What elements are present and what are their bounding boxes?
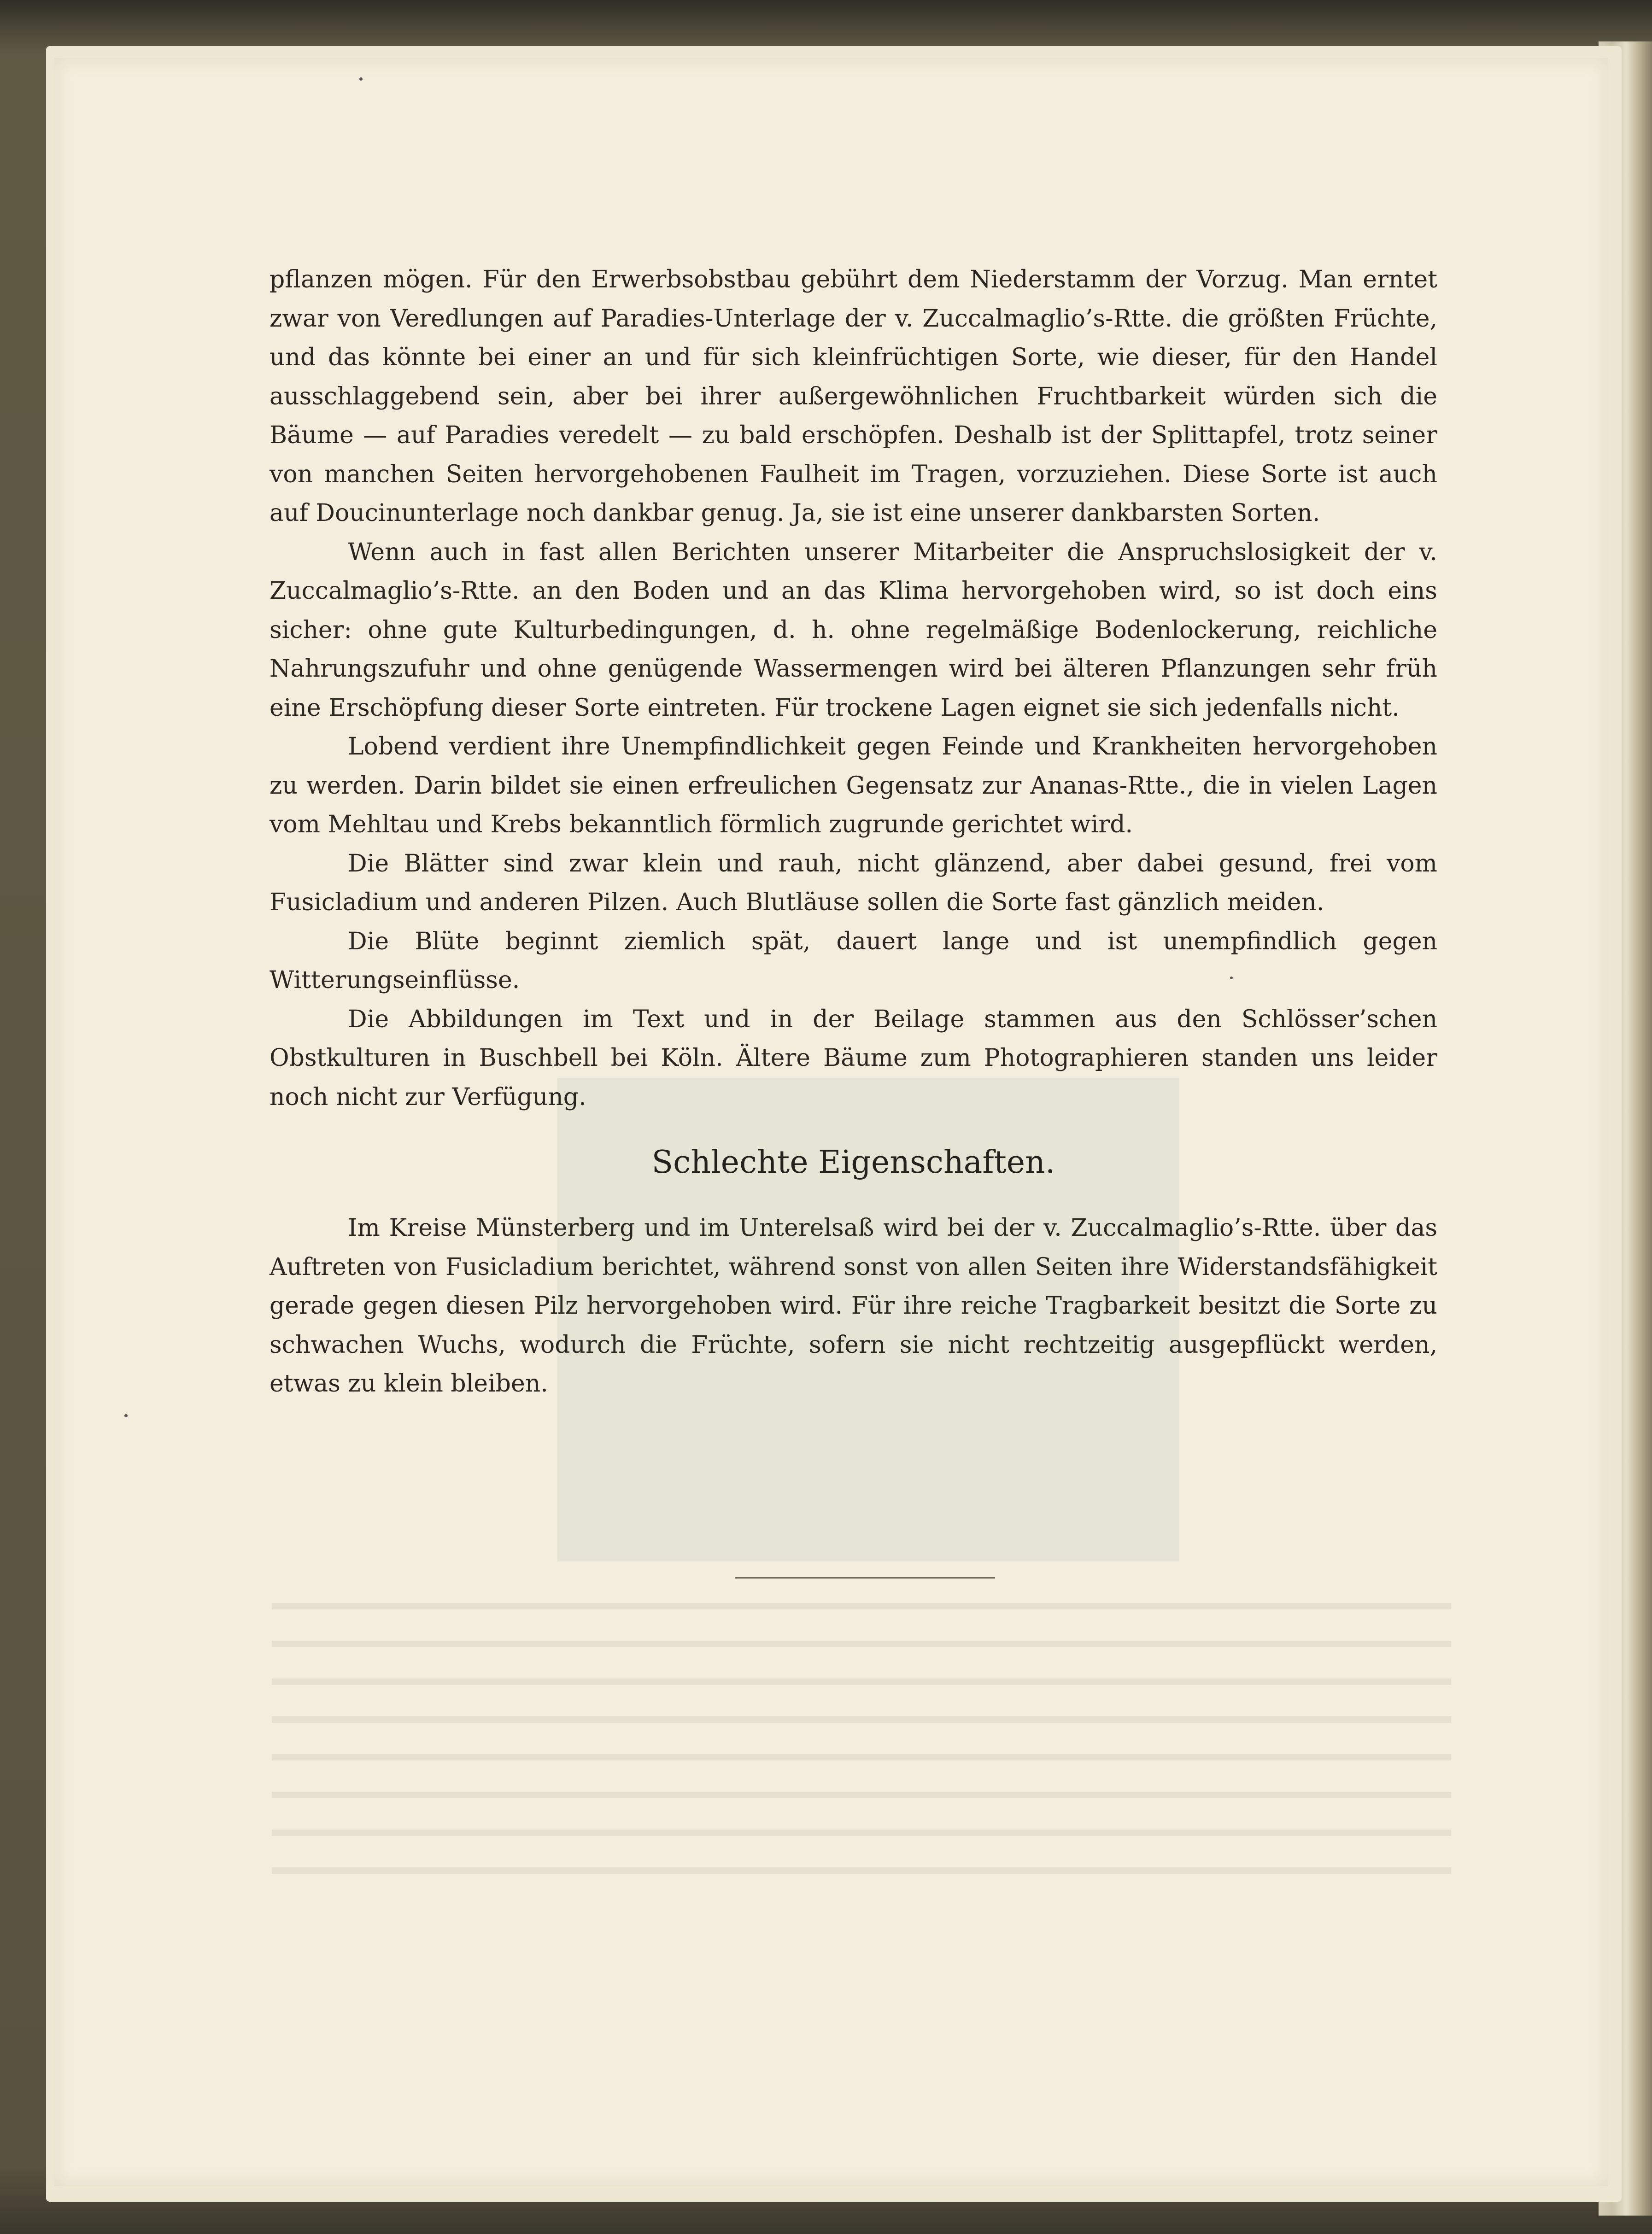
paper-speck	[124, 1414, 128, 1417]
paper-speck	[359, 77, 363, 81]
paragraph: Wenn auch in fast allen Berichten unserer Mitarbeiter die Anspruchslosigkeit der v. Zuccalmaglio’s-Rtte. an den Boden und an das Klima hervorgehoben wird, so ist doch eins sicher: ohne gute Kulturbedingungen, d. h. ohne regelmäßige Bodenlockerung, reichliche Nahrungszufuhr und ohne genügende Wassermengen wird bei älteren Pflanzungen sehr früh eine Erschöpfung dieser Sorte eintreten. Für trockene Lagen eignet sie sich jedenfalls nicht.	[269, 538, 1437, 722]
paragraph: Die Blüte beginnt ziemlich spät, dauert lange und ist unempfindlich gegen Witterungseinflüsse.	[269, 927, 1437, 994]
paragraph: Die Blätter sind zwar klein und rauh, nicht glänzend, aber dabei gesund, frei vom Fusicladium und anderen Pilzen. Auch Blutläuse sollen die Sorte fast gänzlich meiden.	[269, 849, 1437, 916]
closing-rule	[735, 1577, 995, 1579]
paragraph: Die Abbildungen im Text und in der Beilage stammen aus den Schlösser’schen Obstkulturen in Buschbell bei Köln. Ältere Bäume zum Photographieren standen uns leider noch nicht zur Verfügung.	[269, 1005, 1437, 1111]
body-text	[269, 260, 1437, 1404]
section-heading: Schlechte Eigenschaften.	[651, 1144, 1055, 1181]
paragraph: Lobend verdient ihre Unempfindlichkeit gegen Feinde und Krankheiten hervorgehoben zu werden. Darin bildet sie einen erfreulichen Gegensatz zur Ananas-Rtte., die in vielen Lagen vom Mehltau und Krebs bekanntlich förmlich zugrunde gerichtet wird.	[269, 733, 1437, 838]
continuation-paragraph: pflanzen mögen. Für den Erwerbsobstbau gebührt dem Niederstamm der Vorzug. Man erntet zwar von Veredlungen auf Paradies-Unterlage der v. Zuccalmaglio’s-Rtte. die größten Früchte, und das könnte bei einer an und für sich kleinfrüchtigen Sorte, wie dieser, für den Handel ausschlaggebend sein, aber bei ihrer außergewöhnlichen Fruchtbarkeit würden sich die Bäume — auf Paradies veredelt — zu bald erschöpfen. Deshalb ist der Splittapfel, trotz seiner von manchen Seiten hervorgehobenen Faulheit im Tragen, vorzuziehen. Diese Sorte ist auch auf Doucinunterlage noch dankbar genug. Ja, sie ist eine unserer dankbarsten Sorten.	[269, 266, 1437, 527]
section-paragraph: Im Kreise Münsterberg und im Unterelsaß wird bei der v. Zuccalmaglio’s-Rtte. über das Auftreten von Fusicladium berichtet, während sonst von allen Seiten ihre Widerstandsfähigkeit gerade gegen diesen Pilz hervorgehoben wird. Für ihre reiche Tragbarkeit besitzt die Sorte zu schwachen Wuchs, wodurch die Früchte, sofern sie nicht rechtzeitig ausgepflückt werden, etwas zu klein bleiben.	[269, 1214, 1437, 1398]
reverse-text-show-through	[272, 1603, 1451, 1925]
